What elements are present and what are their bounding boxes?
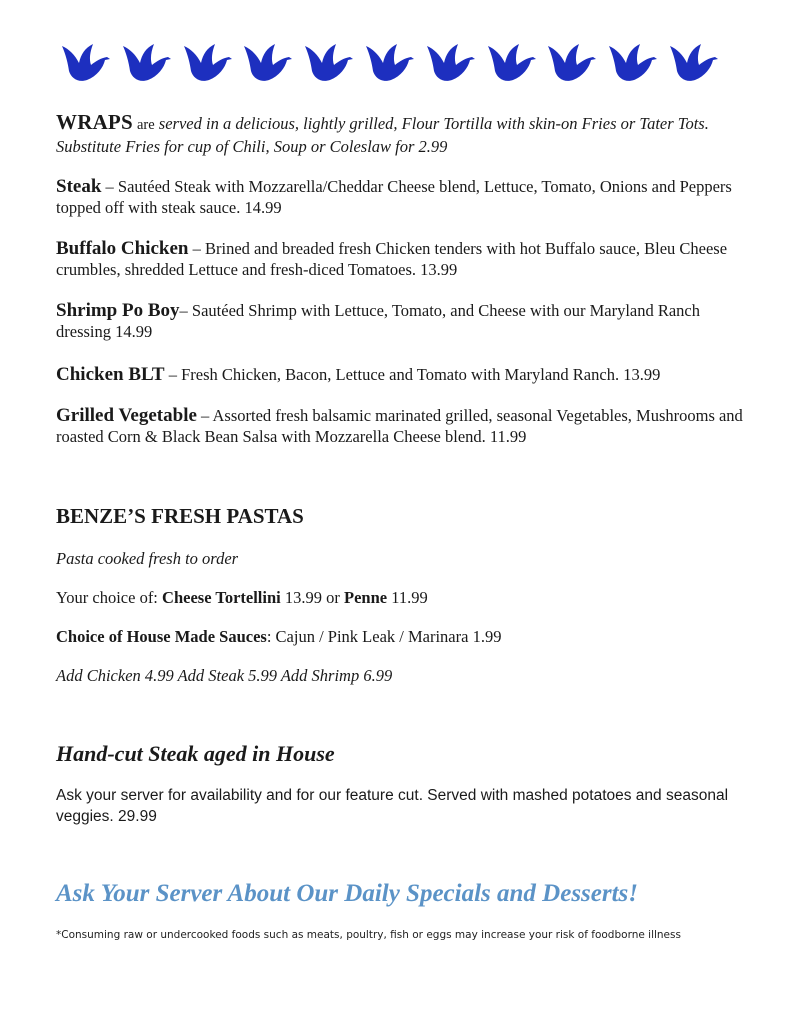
flying-goose-icon: [486, 42, 538, 86]
wraps-substitute: Substitute Fries for cup of Chili, Soup or Coleslaw for 2.99: [56, 137, 448, 156]
flying-goose-icon: [60, 42, 112, 86]
flying-goose-icon: [303, 42, 355, 86]
flying-goose-icon: [668, 42, 720, 86]
steak-description: Ask your server for availability and for our feature cut. Served with mashed potatoes and seasonal veggies. 29.99: [56, 787, 729, 825]
item-description: – Assorted fresh balsamic marinated grilled, seasonal Vegetables, Mushrooms and roasted Corn & Black Bean Salsa with Mozzarella Cheese blend. 11.99: [56, 406, 743, 446]
flying-goose-icon: [607, 42, 659, 86]
item-name: Chicken BLT: [56, 364, 165, 385]
item-description: – Fresh Chicken, Bacon, Lettuce and Tomato with Maryland Ranch. 13.99: [168, 365, 661, 384]
pasta-sauces: [56, 626, 501, 647]
goose-border: [60, 42, 720, 88]
wraps-connector: are: [136, 117, 155, 133]
item-description: – Sautéed Shrimp with Lettuce, Tomato, and Cheese with our Maryland Ranch dressing 14.99: [56, 301, 700, 341]
menu-item: [56, 238, 746, 280]
sauces-list: : Cajun / Pink Leak / Marinara 1.99: [266, 627, 502, 646]
steak-title: Hand-cut Steak aged in House: [56, 741, 335, 766]
wraps-intro: [56, 112, 746, 157]
flying-goose-icon: [364, 42, 416, 86]
item-name: Steak: [56, 176, 102, 197]
menu-item: [56, 176, 746, 218]
flying-goose-icon: [121, 42, 173, 86]
flying-goose-icon: [242, 42, 294, 86]
pasta-option: Penne: [344, 588, 388, 607]
pasta-choice-prefix: Your choice of:: [56, 588, 158, 607]
item-name: Shrimp Po Boy: [56, 300, 180, 321]
item-name: Buffalo Chicken: [56, 238, 189, 259]
flying-goose-icon: [182, 42, 234, 86]
item-name: Grilled Vegetable: [56, 405, 197, 426]
pastas-subtitle: Pasta cooked fresh to order: [56, 549, 239, 568]
pastas-title: BENZE’S FRESH PASTAS: [56, 504, 304, 528]
wraps-title: WRAPS: [56, 110, 133, 134]
pasta-addons: Add Chicken 4.99 Add Steak 5.99 Add Shrimp 6.99: [56, 666, 393, 685]
pasta-option-price: 11.99: [391, 588, 428, 607]
item-description: – Brined and breaded fresh Chicken tenders with hot Buffalo sauce, Bleu Cheese crumbles, shredded Lettuce and fresh-diced Tomatoes. 13.99: [56, 239, 728, 279]
pasta-choice: [56, 587, 428, 608]
pasta-option-price: 13.99 or: [284, 588, 340, 607]
flying-goose-icon: [546, 42, 598, 86]
sauces-label: Choice of House Made Sauces: [56, 627, 267, 646]
wraps-description: served in a delicious, lightly grilled, Flour Tortilla with skin-on Fries or Tater Tots.: [158, 114, 709, 133]
menu-item: [56, 405, 746, 447]
menu-item: [56, 364, 660, 385]
specials-callout: Ask Your Server About Our Daily Specials and Desserts!: [56, 880, 639, 907]
pasta-option: Cheese Tortellini: [162, 588, 281, 607]
item-description: – Sautéed Steak with Mozzarella/Cheddar Cheese blend, Lettuce, Tomato, Onions and Peppers topped off with steak sauce. 14.99: [56, 177, 732, 217]
disclaimer: *Consuming raw or undercooked foods such as meats, poultry, fish or eggs may increase your risk of foodborne illness: [56, 929, 681, 941]
menu-item: [56, 300, 746, 342]
flying-goose-icon: [425, 42, 477, 86]
